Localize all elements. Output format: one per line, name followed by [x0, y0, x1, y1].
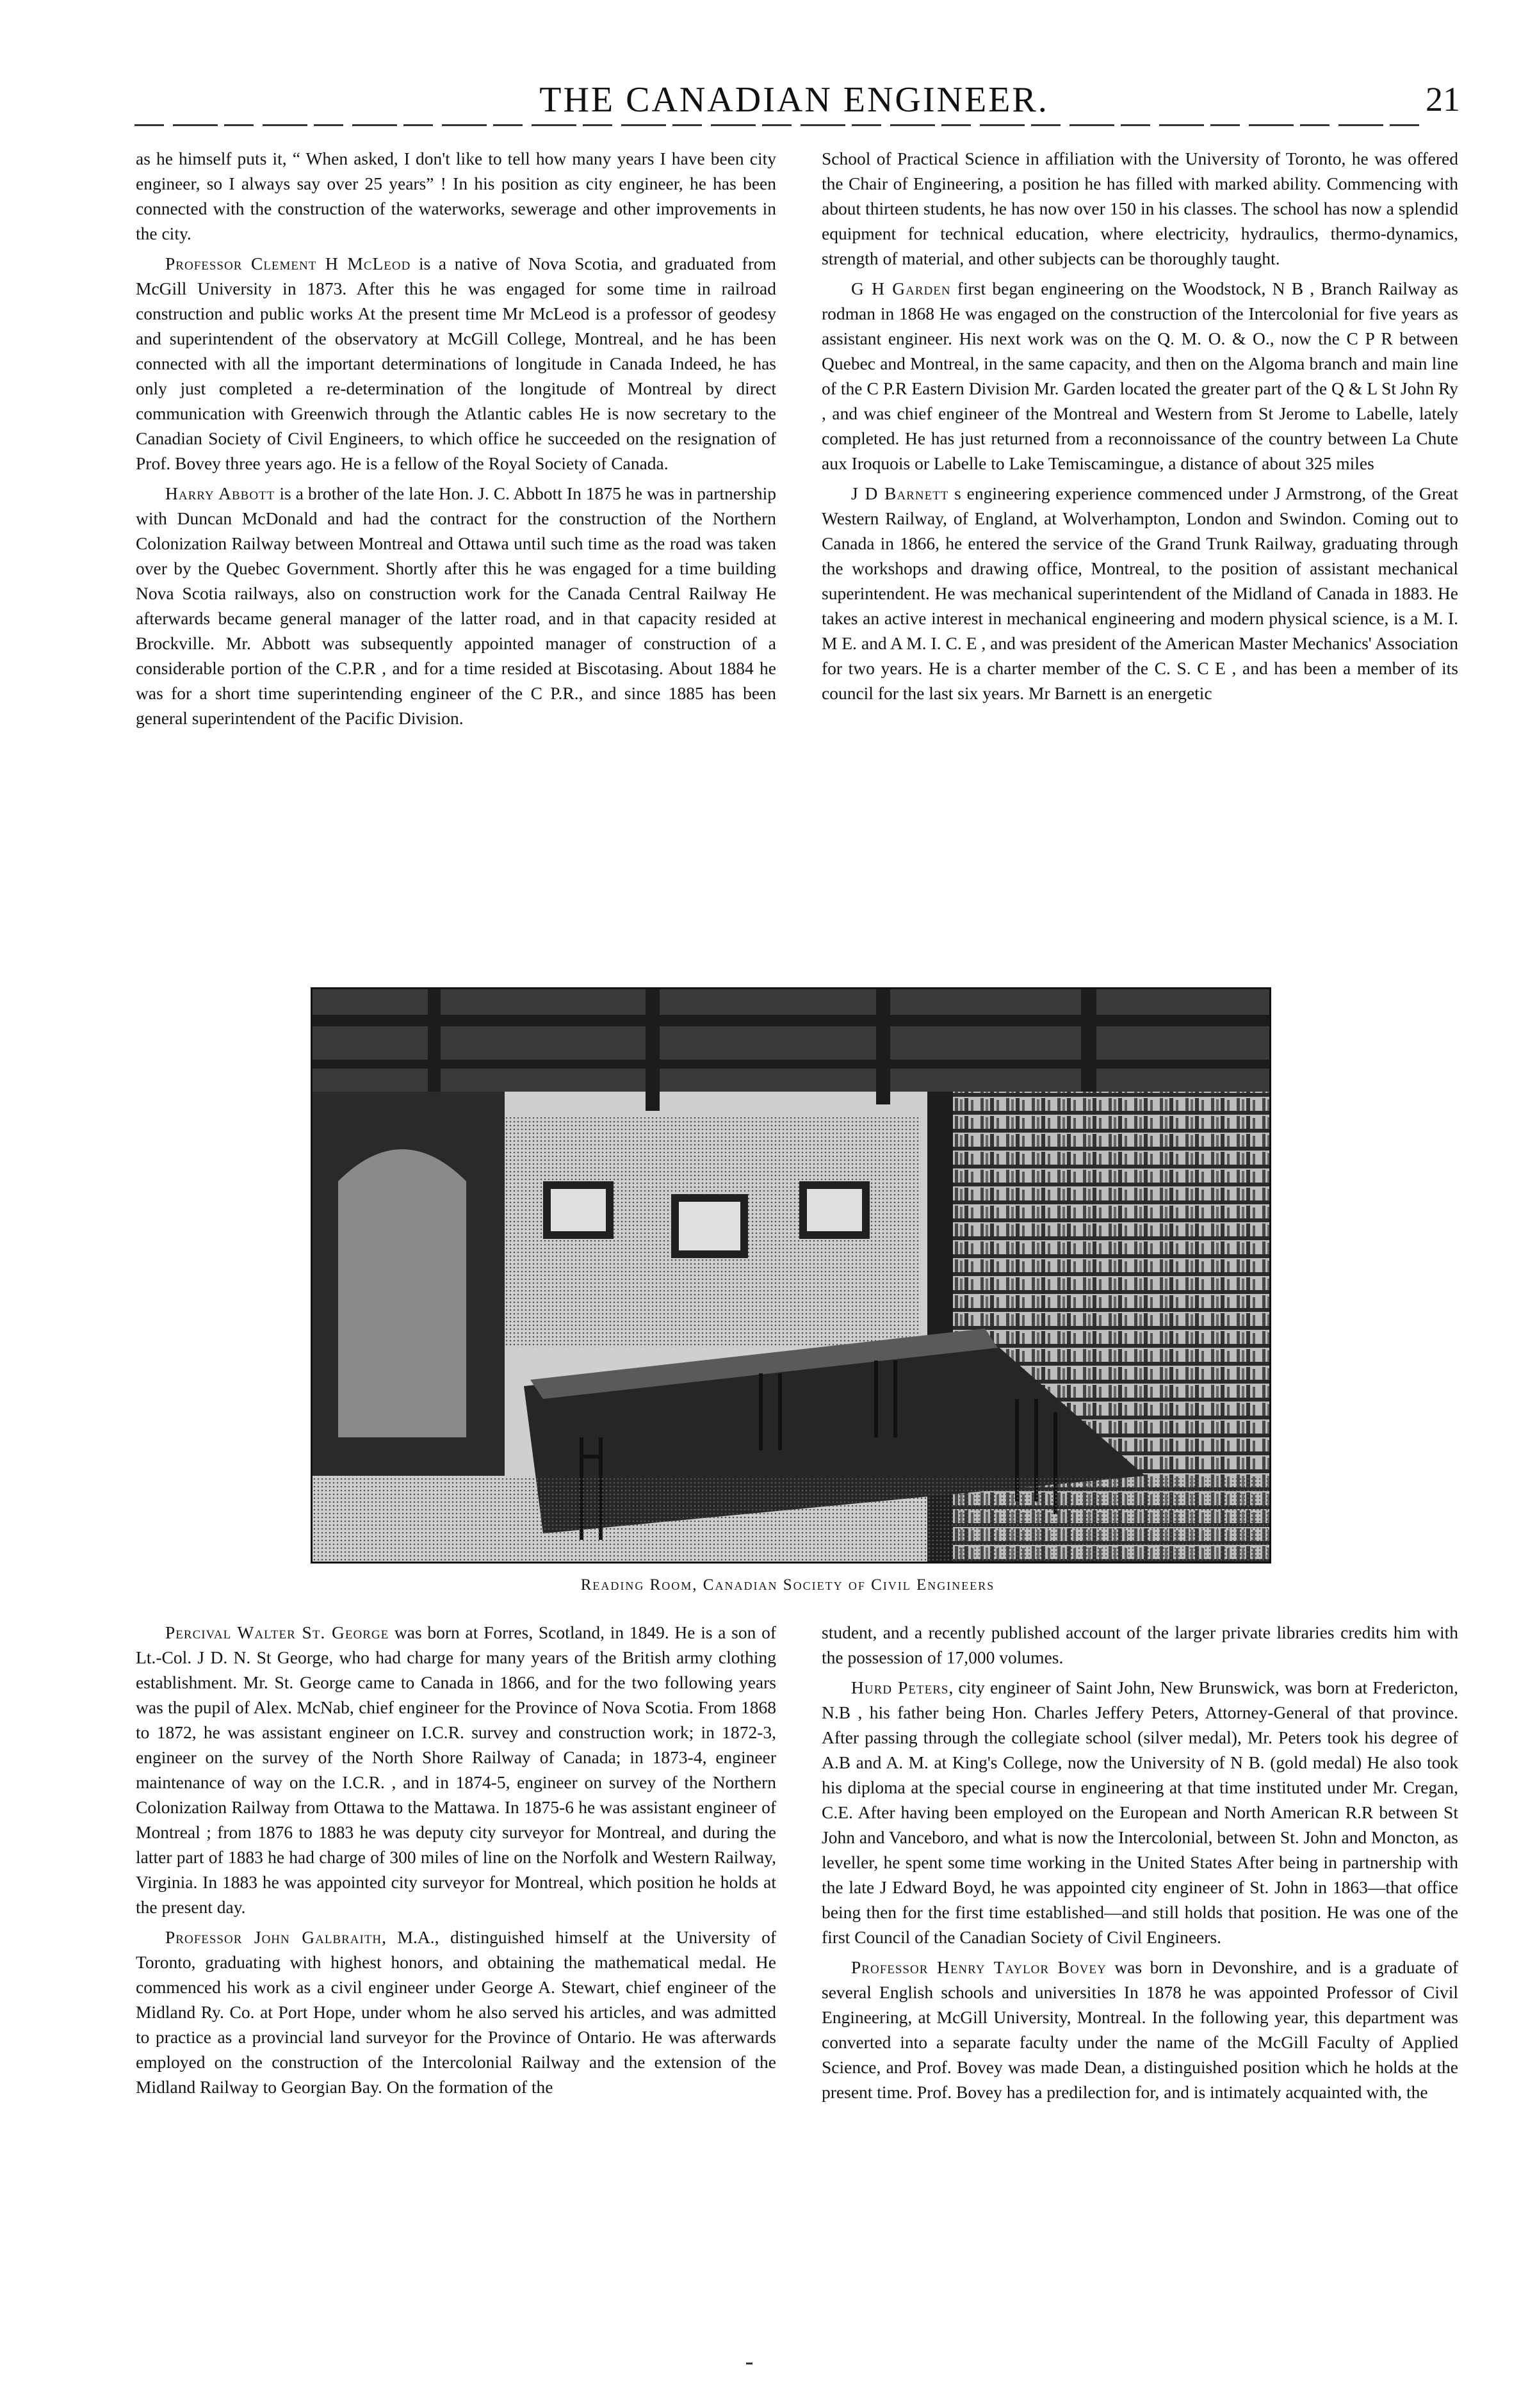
paragraph-galbraith — [136, 1925, 776, 2099]
paragraph-bovey — [822, 1955, 1458, 2105]
paragraph-text: first began engineering on the Woodstock, N B , Branch Railway as rodman in 1868 He was engaged on the construction of the Intercolonial for five years as assistant engineer. His next work was on the Q. M. O. & O., now the C P R between Quebec and Montreal, in the same capacity, and then on the Algoma branch and main line of the C P.R Eastern Division Mr. Garden located the greater part of the Q & L St John Ry , and was chief engineer of the Montreal and Western from St Jerome to Labelle, lately completed. He has just returned from a reconnoissance of the country between La Chute aux Iroquois or Labelle to Lake Temiscamingue, a distance of about 325 miles — [822, 279, 1458, 473]
paragraph-abbott — [136, 481, 776, 731]
column-top-left — [136, 146, 776, 736]
journal-title: THE CANADIAN ENGINEER. — [539, 80, 1049, 120]
paragraph-text: , M.A., distinguished himself at the University of Toronto, graduating with highest honors, and obtaining the mathematical medal. He commenced his work as a civil engineer under George A. Stewart, chief engineer of the Midland Ry. Co. at Port Hope, under whom he also served his articles, and was admitted to practice as a provincial land surveyor for the Province of Ontario. He was afterwards employed on the construction of the Intercolonial Railway and the extension of the Midland Railway to Georgian Bay. On the formation of the — [136, 1927, 776, 2097]
column-top-right — [822, 146, 1458, 711]
reading-room-illustration — [313, 989, 1269, 1562]
name-lead: Harry Abbott — [165, 483, 275, 503]
paragraph-text: is a brother of the late Hon. J. C. Abbott In 1875 he was in partnership with Duncan McDonald and had the contract for the construction of the Northern Colonization Railway between Montreal and Ottawa until such time as the road was taken over by the Quebec Government. Shortly after this he was engaged for a time building Nova Scotia railways, also on construction work for the Canada Central Railway He afterwards became general manager of the latter road, and in that capacity resided at Brockville. Mr. Abbott was subsequently appointed manager of construction of a considerable portion of the C.P.R , and for a time resided at Biscotasing. About 1884 he was for a short time superintending engineer of the C P.R., and since 1885 has been general superintendent of the Pacific Division. — [136, 483, 776, 728]
name-lead: G H Garden — [851, 279, 951, 298]
paragraph-st-george — [136, 1620, 776, 1919]
header-rule — [134, 124, 1428, 126]
paragraph-peters — [822, 1675, 1458, 1950]
paragraph-galbraith-continued: School of Practical Science in affiliation with the University of Toronto, he was offered the Chair of Engineering, a position he has filled with marked ability. Commencing with about thirteen students, he has now over 150 in his classes. The school has now a splendid equipment for technical education, where electricity, hydraulics, thermo-dynamics, strength of material, and other subjects can be thoroughly taught. — [822, 149, 1458, 268]
column-bottom-left — [136, 1620, 776, 2105]
footer-mark — [746, 2363, 752, 2364]
reading-room-photo — [311, 987, 1271, 1564]
paragraph-barnett-continued: student, and a recently published account of the larger private libraries credits him with the possession of 17,000 volumes. — [822, 1622, 1458, 1667]
paragraph-text: , city engineer of Saint John, New Brunswick, was born at Fredericton, N.B , his father being Hon. Charles Jeffery Peters, Attorney-General of that province. After passing through the collegiate school (silver medal), Mr. Peters took his degree of A.B and A. M. at King's College, now the University of N B. (gold medal) He also took his diploma at the special course in engineering at that time instituted under Mr. Cregan, C.E. After having been employed on the European and North American R.R between St John and Vanceboro, and what is now the Intercolonial, between St. John and Moncton, as leveller, he spent some time working in the United States After being in partnership with the late J Edward Boyd, he was appointed city engineer of St. John in 1863—that office being then for the first time established—and still holds that position. He was one of the first Council of the Canadian Society of Civil Engineers. — [822, 1677, 1459, 1947]
page-number: 21 — [1426, 80, 1460, 118]
name-lead: Professor John Galbraith — [165, 1927, 382, 1947]
paragraph-barnett — [822, 481, 1458, 706]
page-header — [0, 0, 1537, 128]
paragraph-mcleod — [136, 251, 776, 476]
paragraph-text: is a native of Nova Scotia, and graduated from McGill University in 1873. After this he was engaged for some time in railroad construction and public works At the present time Mr McLeod is a professor of geodesy and superintendent of the observatory at McGill College, Montreal, and he has been connected with all the important determinations of longitude in Canada Indeed, he has only just completed a re-determination of the longitude of Montreal by direct communication with Greenwich through the Atlantic cables He is now secretary to the Canadian Society of Civil Engineers, to which office he succeeded on the resignation of Prof. Bovey three years ago. He is a fellow of the Royal Society of Canada. — [136, 254, 776, 473]
paragraph-text: was born in Devonshire, and is a graduate of several English schools and universities In 1878 he was appointed Professor of Civil Engineering, at McGill University, Montreal. In the following year, this department was converted into a separate faculty under the name of the McGill Faculty of Applied Science, and Prof. Bovey was made Dean, a distinguished position which he holds at the present time. Prof. Bovey has a predilection for, and is intimately acquainted with, the — [822, 1957, 1458, 2102]
paragraph-city-engineer-continued: as he himself puts it, “ When asked, I don't like to tell how many years I have been city engineer, so I always say over 25 years” ! In his position as city engineer, he has been connected with the construction of the waterworks, sewerage and other improvements in the city. — [136, 149, 776, 243]
name-lead: Hurd Peters — [851, 1677, 949, 1697]
name-lead: Professor Henry Taylor Bovey — [851, 1957, 1107, 1977]
paragraph-text: s engineering experience commenced under J Armstrong, of the Great Western Railway, of England, at Wolverhampton, London and Swindon. Coming out to Canada in 1866, he entered the service of the Grand Trunk Railway, graduating through the workshops and drawing office, Montreal, to the position of assistant mechanical superintendent. He was mechanical superintendent of the Midland of Canada in 1883. He takes an active interest in mechanical engineering and modern physical science, is a M. I. M E. and A M. I. C. E , and was president of the American Master Mechanics' Association for two years. He is a charter member of the C. S. C E , and has been a member of its council for the last six years. Mr Barnett is an energetic — [822, 483, 1458, 703]
paragraph-garden — [822, 276, 1458, 476]
name-lead: Percival Walter St. George — [165, 1622, 389, 1642]
name-lead: Professor Clement H McLeod — [165, 254, 411, 273]
name-lead: J D Barnett — [851, 483, 949, 503]
photo-caption: Reading Room, Canadian Society of Civil Engineers — [580, 1576, 995, 1594]
column-bottom-right — [822, 1620, 1458, 2110]
paragraph-text: was born at Forres, Scotland, in 1849. He is a son of Lt.-Col. J D. N. St George, who had charge for many years of the British army clothing establishment. Mr. St. George came to Canada in 1866, and for the two following years was the pupil of Alex. McNab, chief engineer for the Province of Nova Scotia. From 1868 to 1872, he was assistant engineer on I.C.R. survey and construction work; in 1872-3, engineer on the survey of the North Shore Railway of Canada; in 1873-4, engineer maintenance of way on the I.C.R. , and in 1874-5, engineer on survey of the Northern Colonization Railway from Ottawa to the Mattawa. In 1875-6 he was assistant engineer of Montreal ; from 1876 to 1883 he was deputy city surveyor for Montreal, and during the latter part of 1883 he had charge of 300 miles of line on the Norfolk and Western Railway, Virginia. In 1883 he was appointed city surveyor for Montreal, which position he holds at the present day. — [136, 1622, 777, 1917]
